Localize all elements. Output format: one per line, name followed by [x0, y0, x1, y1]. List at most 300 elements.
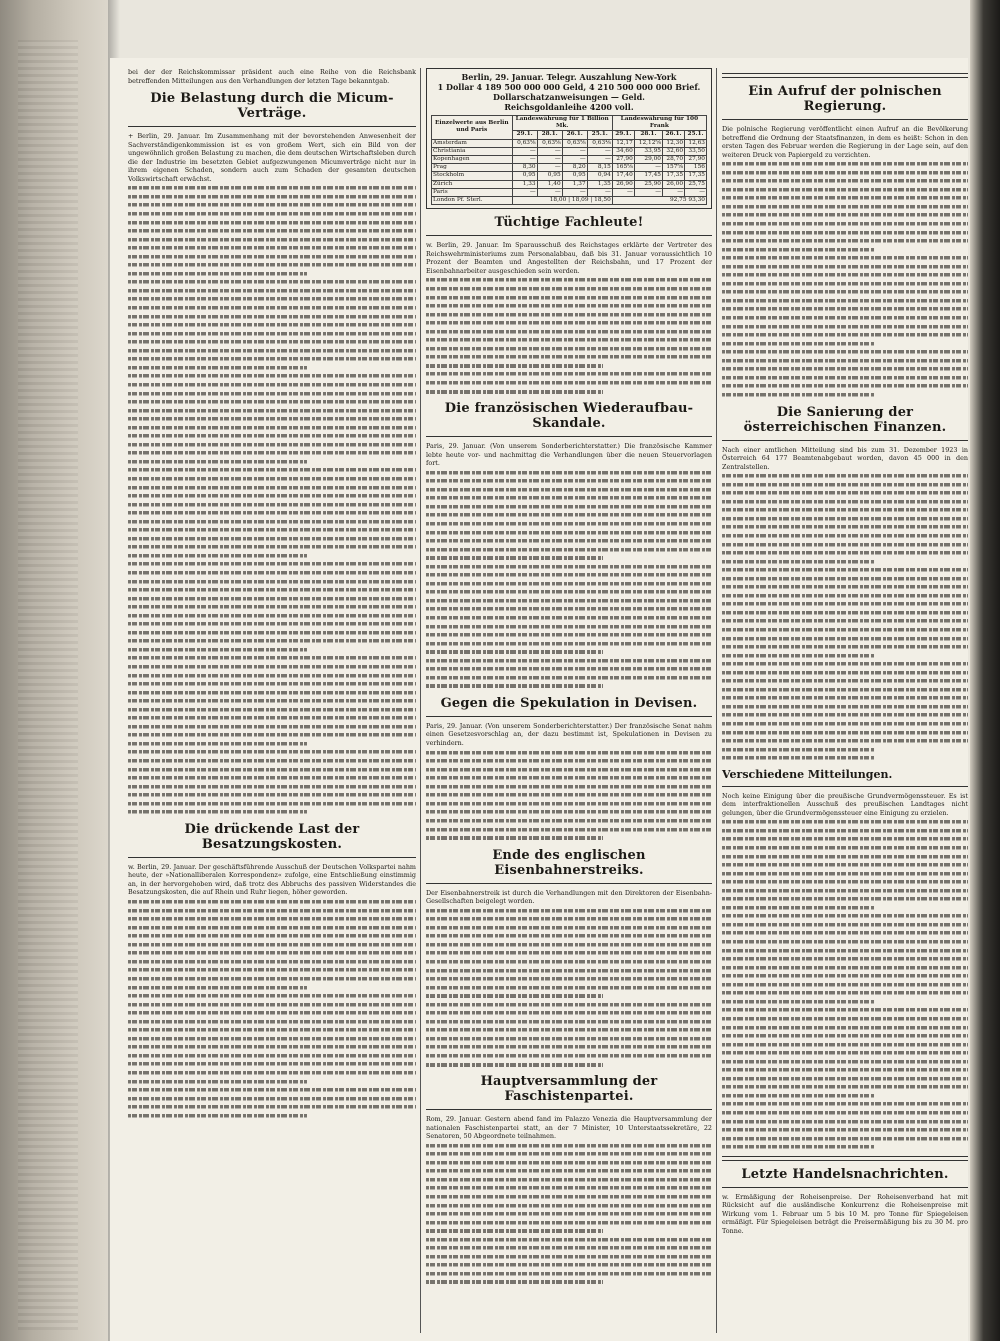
text-line — [128, 662, 416, 671]
text-line — [128, 551, 307, 560]
text-line — [128, 1102, 416, 1111]
table-value-cell: 157⁵⁄₈ — [663, 164, 685, 172]
text-line — [722, 954, 968, 963]
text-line — [722, 330, 968, 339]
text-line — [722, 877, 968, 886]
table-value-cell: 28,70 — [663, 156, 685, 164]
table-group-header: Landeswährung für 1 Billion Mk. — [512, 116, 612, 131]
text-line — [722, 1074, 968, 1083]
table-value-cell: 165⁵⁄₈ — [612, 164, 634, 172]
table-footer-frank: 92,75 93,30 — [612, 197, 706, 205]
divider — [426, 716, 712, 717]
besatzung-article-body — [128, 897, 416, 1119]
text-line — [426, 570, 712, 579]
text-line — [128, 782, 416, 791]
text-line — [128, 679, 416, 688]
text-line — [128, 465, 416, 474]
text-line — [128, 577, 416, 586]
headline-spekulation: Gegen die Spekulation in Devisen. — [440, 695, 698, 711]
table-date-cell: 25.1. — [587, 131, 612, 139]
headline-fachleute: Tüchtige Fachleute! — [494, 215, 644, 231]
text-line — [426, 1243, 712, 1252]
text-line — [722, 719, 968, 728]
text-line — [426, 647, 603, 656]
text-line — [426, 604, 712, 613]
table-footer-values: 18,00 | 18,09 | 18,50 — [512, 197, 612, 205]
oesterreich-lead: Nach einer amtlichen Mitteilung sind bis zum 31. Dezember 1923 in Österreich 64 177 Beamtenabgebaut worden, davon 45 000 in den Zentralstellen. — [722, 445, 968, 471]
table-value-cell: — — [512, 147, 537, 155]
spekulation-lead: Paris, 29. Januar. (Von unserem Sonderberichterstatter.) Der französische Senat nahm einen Gesetzesvorschlag an, der dazu bestimmt ist, Spekulationen in Devisen zu verhindern. — [426, 721, 712, 748]
text-line — [722, 356, 968, 365]
text-line — [426, 1025, 712, 1034]
text-line — [128, 611, 416, 620]
text-line — [426, 1060, 603, 1069]
text-line — [426, 1183, 712, 1192]
table-row — [432, 180, 707, 188]
text-line — [128, 799, 416, 808]
newspaper-page — [110, 58, 968, 1341]
text-line — [722, 236, 968, 245]
micum-article-body — [128, 183, 416, 815]
text-line — [426, 327, 712, 336]
table-value-cell: 17,40 — [612, 172, 634, 180]
text-line — [426, 906, 712, 915]
text-line — [426, 1141, 712, 1150]
polen-lead: Die polnische Regierung veröffentlicht einen Aufruf an die Bevölkerung betreffend die Ordnung der Staatsfinanzen, in dem es heißt: Schon in den ersten Tagen des Februar werden die Regierung in der Lage sein, auf den weiteren Druck von Papiergeld zu verzichten. — [722, 125, 968, 159]
text-line — [426, 940, 712, 949]
text-line — [128, 705, 416, 714]
verschiedenes-article-body — [722, 817, 968, 1150]
text-line — [128, 226, 416, 235]
table-value-cell: — — [634, 188, 662, 196]
text-line — [722, 980, 968, 989]
text-line — [128, 636, 416, 645]
text-line — [426, 816, 712, 825]
text-line — [426, 1149, 712, 1158]
text-line — [426, 587, 712, 596]
text-line — [128, 948, 416, 957]
text-line — [722, 339, 875, 348]
text-line — [128, 602, 416, 611]
text-line — [722, 591, 968, 600]
text-line — [722, 988, 968, 997]
table-date-cell: 29.1. — [512, 131, 537, 139]
text-line — [128, 773, 416, 782]
text-line — [128, 1017, 416, 1026]
text-line — [128, 906, 416, 915]
text-line — [426, 974, 712, 983]
table-column-label: Einzelwerte aus Berlin und Paris — [432, 116, 513, 140]
text-line — [426, 1192, 712, 1201]
table-row — [432, 139, 707, 147]
table-footer-row — [432, 197, 707, 205]
text-line — [426, 344, 712, 353]
table-value-cell: 32,60 — [663, 147, 685, 155]
text-line — [722, 531, 968, 540]
text-line — [426, 387, 603, 396]
text-line — [128, 756, 416, 765]
text-line — [722, 364, 968, 373]
table-value-cell: 1,33 — [512, 180, 537, 188]
text-line — [426, 284, 712, 293]
text-line — [426, 673, 712, 682]
text-line — [722, 1091, 875, 1100]
text-line — [722, 659, 968, 668]
text-line — [128, 525, 416, 534]
table-date-cell: 29.1. — [612, 131, 634, 139]
text-line — [128, 713, 416, 722]
text-line — [722, 1082, 968, 1091]
divider — [128, 126, 416, 127]
text-line — [128, 354, 416, 363]
book-spine — [18, 40, 78, 1330]
text-line — [426, 966, 712, 975]
text-line — [128, 371, 416, 380]
divider — [722, 786, 968, 787]
column-right — [722, 68, 968, 1235]
table-city-cell: Kopenhagen — [432, 156, 513, 164]
table-value-cell: 33,50 — [685, 147, 707, 155]
text-line — [128, 235, 416, 244]
fachleute-lead: w. Berlin, 29. Januar. Im Sparausschuß des Reichstages erklärte der Vertreter des Reichswehrministeriums zum Personalabbau, daß bis 31. Januar voraussichtlich 10 Prozent der Beamten und Angestellten der Reichsbahn, und 17 Prozent der Eisenbahnarbeiter ausgeschieden sein werden. — [426, 241, 712, 275]
text-line — [722, 287, 968, 296]
text-line — [128, 931, 416, 940]
text-line — [722, 497, 968, 506]
divider — [722, 440, 968, 441]
text-line — [722, 903, 875, 912]
text-line — [128, 914, 416, 923]
double-divider — [722, 73, 968, 78]
text-line — [128, 628, 416, 637]
text-line — [722, 668, 968, 677]
book-edge-right — [970, 0, 1000, 1341]
text-line — [722, 574, 968, 583]
text-line — [426, 361, 603, 370]
table-header-row — [432, 116, 707, 131]
text-line — [128, 337, 416, 346]
text-line — [128, 286, 416, 295]
text-line — [426, 596, 712, 605]
divider — [128, 857, 416, 858]
column-rule — [716, 68, 717, 1333]
table-value-cell: — — [537, 156, 562, 164]
text-line — [128, 406, 416, 415]
text-line — [722, 963, 968, 972]
headline-verschiedenes: Verschiedene Mitteilungen. — [722, 767, 893, 781]
text-line — [128, 303, 416, 312]
text-line — [128, 1051, 416, 1060]
text-line — [722, 937, 968, 946]
table-value-cell: 0,63⁵⁄₈ — [562, 139, 587, 147]
text-line — [722, 176, 968, 185]
text-line — [722, 381, 968, 390]
text-line — [722, 685, 968, 694]
text-line — [722, 514, 968, 523]
spekulation-article-body — [426, 748, 712, 842]
text-line — [722, 390, 875, 399]
text-line — [426, 1158, 712, 1167]
text-line — [722, 745, 875, 754]
headline-eisenbahnerstreik: Ende des englischen Eisenbahnerstreiks. — [492, 847, 646, 878]
text-line — [722, 202, 968, 211]
table-value-cell: 29,00 — [634, 156, 662, 164]
text-line — [722, 676, 968, 685]
text-line — [426, 1209, 712, 1218]
table-value-cell: 0,95 — [562, 172, 587, 180]
text-line — [722, 1048, 968, 1057]
text-line — [128, 730, 416, 739]
text-line — [722, 185, 968, 194]
text-line — [128, 380, 416, 389]
headline-besatzungskosten: Die drückende Last der Besatzungskosten. — [184, 821, 360, 852]
text-line — [722, 860, 968, 869]
text-line — [128, 1111, 307, 1120]
text-line — [128, 671, 416, 680]
text-line — [128, 252, 416, 261]
divider — [426, 436, 712, 437]
table-value-cell: 26,90 — [612, 180, 634, 188]
text-line — [722, 471, 968, 480]
table-value-cell: — — [685, 188, 707, 196]
text-line — [426, 528, 712, 537]
besatzung-lead: w. Berlin, 29. Januar. Der geschäftsführende Ausschuß der Deutschen Volkspartei nahm heute, der »Nationalliberalen Korrespondenz« zufolge, eine Entschließung einstimmig an, in der hervorgehoben wird, daß trotz des Abbruchs des passiven Widerstandes die Besatzungskosten, die auf Rhein und Ruhr liegen, höher geworden. — [128, 862, 416, 897]
text-line — [722, 296, 968, 305]
text-line — [722, 817, 968, 826]
table-value-cell: 156 — [685, 164, 707, 172]
text-line — [128, 320, 416, 329]
text-line — [426, 318, 712, 327]
text-line — [722, 894, 968, 903]
text-line — [722, 625, 968, 634]
text-line — [426, 1269, 712, 1278]
table-value-cell: — — [587, 188, 612, 196]
text-line — [426, 369, 712, 378]
fachleute-article-body — [426, 275, 712, 395]
table-value-cell: — — [512, 188, 537, 196]
table-value-cell: — — [512, 156, 537, 164]
text-line — [128, 1094, 416, 1103]
text-line — [128, 312, 416, 321]
text-line — [426, 773, 712, 782]
text-line — [722, 279, 968, 288]
text-line — [426, 1034, 712, 1043]
table-city-cell: Prag — [432, 164, 513, 172]
table-value-cell: — — [537, 188, 562, 196]
text-line — [426, 275, 712, 284]
wiederaufbau-article-body — [426, 468, 712, 690]
text-line — [128, 965, 416, 974]
text-line — [722, 642, 968, 651]
polen-article-body — [722, 159, 968, 398]
text-line — [426, 476, 712, 485]
text-line — [128, 1085, 416, 1094]
text-line — [426, 765, 712, 774]
book-binding-left — [0, 0, 108, 1341]
text-line — [426, 510, 712, 519]
text-line — [722, 911, 968, 920]
table-value-cell: 17,35 — [663, 172, 685, 180]
table-value-cell: 0,94 — [587, 172, 612, 180]
table-date-cell: 25.1. — [685, 131, 707, 139]
text-line — [128, 260, 416, 269]
text-line — [128, 897, 416, 906]
table-value-cell: 17,35 — [685, 172, 707, 180]
text-line — [722, 710, 968, 719]
text-line — [128, 209, 416, 218]
text-line — [128, 183, 416, 192]
text-line — [722, 971, 968, 980]
text-line — [426, 656, 712, 665]
divider — [426, 235, 712, 236]
text-line — [722, 322, 968, 331]
headline-polen: Ein Aufruf der polnischen Regierung. — [748, 84, 942, 114]
text-line — [722, 599, 968, 608]
text-line — [722, 1014, 968, 1023]
intro-paragraph: bei der der Reichskommissar präsident auch eine Reihe von die Reichsbank betreffenden Mitteilungen aus den Verhandlungen der letzten Tage bekanntgab. — [128, 68, 416, 85]
text-line — [722, 159, 968, 168]
micum-lead: + Berlin, 29. Januar. Im Zusammenhang mit der bevorstehenden Anwesenheit der Sachverständigenkommission ist es von großem Wert, sich ein Bild von der ungewöhnlich großen Belastung zu machen, die dem deutschen Wirtschaftsleben durch die der Industrie im besetzten Gebiet aufgezwungenen Micumverträge nicht nur in ihrem eigenen Schaden, sondern auch zum Schaden der gesamten deutschen Volkswirtschaft erwächst. — [128, 132, 416, 183]
text-line — [722, 1125, 968, 1134]
table-value-cell: 33,95 — [634, 147, 662, 155]
text-line — [426, 748, 712, 757]
text-line — [426, 1252, 712, 1261]
text-line — [722, 304, 968, 313]
text-line — [426, 1260, 712, 1269]
table-value-cell: 12,63 — [685, 139, 707, 147]
text-line — [722, 1023, 968, 1032]
text-line — [722, 834, 968, 843]
text-line — [722, 1108, 968, 1117]
headline-faschisten: Hauptversammlung der Faschistenpartei. — [480, 1074, 658, 1105]
text-line — [722, 557, 875, 566]
table-city-cell: Christiania — [432, 147, 513, 155]
table-city-cell: Zürich — [432, 180, 513, 188]
text-line — [722, 608, 968, 617]
text-line — [722, 219, 968, 228]
text-line — [722, 920, 968, 929]
text-line — [128, 1042, 416, 1051]
table-city-cell: Paris — [432, 188, 513, 196]
text-line — [128, 397, 416, 406]
table-value-cell: — — [537, 164, 562, 172]
text-line — [426, 639, 712, 648]
text-line — [426, 825, 712, 834]
table-value-cell: 34,60 — [612, 147, 634, 155]
text-line — [426, 493, 712, 502]
table-value-cell: 26,00 — [663, 180, 685, 188]
table-value-cell: — — [562, 188, 587, 196]
text-line — [426, 293, 712, 302]
text-line — [426, 756, 712, 765]
text-line — [722, 505, 968, 514]
text-line — [722, 168, 968, 177]
text-line — [426, 948, 712, 957]
text-line — [722, 693, 968, 702]
text-line — [128, 765, 416, 774]
text-line — [128, 517, 416, 526]
table-value-cell: 1,40 — [537, 180, 562, 188]
text-line — [128, 414, 416, 423]
table-row — [432, 156, 707, 164]
text-line — [426, 301, 712, 310]
double-divider — [722, 1156, 968, 1161]
text-line — [426, 1201, 712, 1210]
text-line — [426, 1235, 712, 1244]
text-line — [426, 991, 603, 1000]
text-line — [128, 277, 416, 286]
table-value-cell: 17,45 — [634, 172, 662, 180]
table-value-cell: — — [587, 147, 612, 155]
currency-market-box — [426, 68, 712, 209]
text-line — [128, 483, 416, 492]
text-line — [722, 826, 968, 835]
text-line — [128, 696, 416, 705]
faschisten-lead: Rom, 29. Januar. Gestern abend fand im Palazzo Venezia die Hauptversammlung der nationalen Faschistenpartei statt, an der 7 Minister, 10 Unterstaatssekretäre, 22 Senatoren, 50 Abgeordnete teilnahmen. — [426, 1115, 712, 1141]
text-line — [128, 957, 416, 966]
headline-handelsnachrichten: Letzte Handelsnachrichten. — [741, 1166, 949, 1182]
eisenbahnerstreik-article-body — [426, 906, 712, 1068]
market-title: Berlin, 29. Januar. Telegr. Auszahlung New-York — [461, 72, 677, 82]
text-line — [128, 363, 307, 372]
table-value-cell: 1,37 — [562, 180, 587, 188]
text-line — [426, 562, 712, 571]
text-line — [722, 522, 968, 531]
market-dollar-line: 1 Dollar 4 189 500 000 000 Geld, 4 210 500 000 000 Brief. — [437, 82, 701, 92]
table-value-cell: — — [562, 147, 587, 155]
table-row — [432, 172, 707, 180]
text-line — [128, 542, 416, 551]
text-line — [722, 1040, 968, 1049]
text-line — [722, 210, 968, 219]
text-line — [722, 313, 968, 322]
table-date-cell: 26.1. — [562, 131, 587, 139]
text-line — [426, 957, 712, 966]
text-line — [722, 253, 968, 262]
text-line — [426, 545, 712, 554]
text-line — [128, 559, 416, 568]
text-line — [722, 1099, 968, 1108]
handelsnachrichten-lead: w. Ermäßigung der Roheisenpreise. Der Roheisenverband hat mit Rücksicht auf die ausländische Konkurrenz die Roheisenpreise mit Wirkung vom 1. Februar um 5 bis 10 M. pro Tonne für Spiegeleisen ermäßigt. Für Spiegeleisen beträgt die Preisermäßigung bis zu 30 M. pro Tonne. — [722, 1192, 968, 1235]
divider — [722, 119, 968, 120]
text-line — [426, 1017, 712, 1026]
text-line — [426, 799, 712, 808]
text-line — [722, 228, 968, 237]
text-line — [128, 1000, 416, 1009]
text-line — [128, 534, 416, 543]
table-value-cell: 0,95 — [512, 172, 537, 180]
table-value-cell: 0,95 — [537, 172, 562, 180]
text-line — [128, 218, 416, 227]
text-line — [722, 886, 968, 895]
text-line — [722, 1005, 968, 1014]
text-line — [128, 491, 416, 500]
table-value-cell: — — [537, 147, 562, 155]
text-line — [128, 346, 416, 355]
text-line — [722, 946, 968, 955]
table-date-cell: 26.1. — [663, 131, 685, 139]
text-line — [426, 335, 712, 344]
text-line — [426, 923, 712, 932]
text-line — [722, 540, 968, 549]
table-value-cell: — — [562, 156, 587, 164]
text-line — [722, 488, 968, 497]
table-value-cell: 8,20 — [562, 164, 587, 172]
table-value-cell: — — [612, 188, 634, 196]
table-value-cell: 8,30 — [512, 164, 537, 172]
text-line — [722, 728, 968, 737]
text-line — [722, 616, 968, 625]
text-line — [722, 997, 875, 1006]
